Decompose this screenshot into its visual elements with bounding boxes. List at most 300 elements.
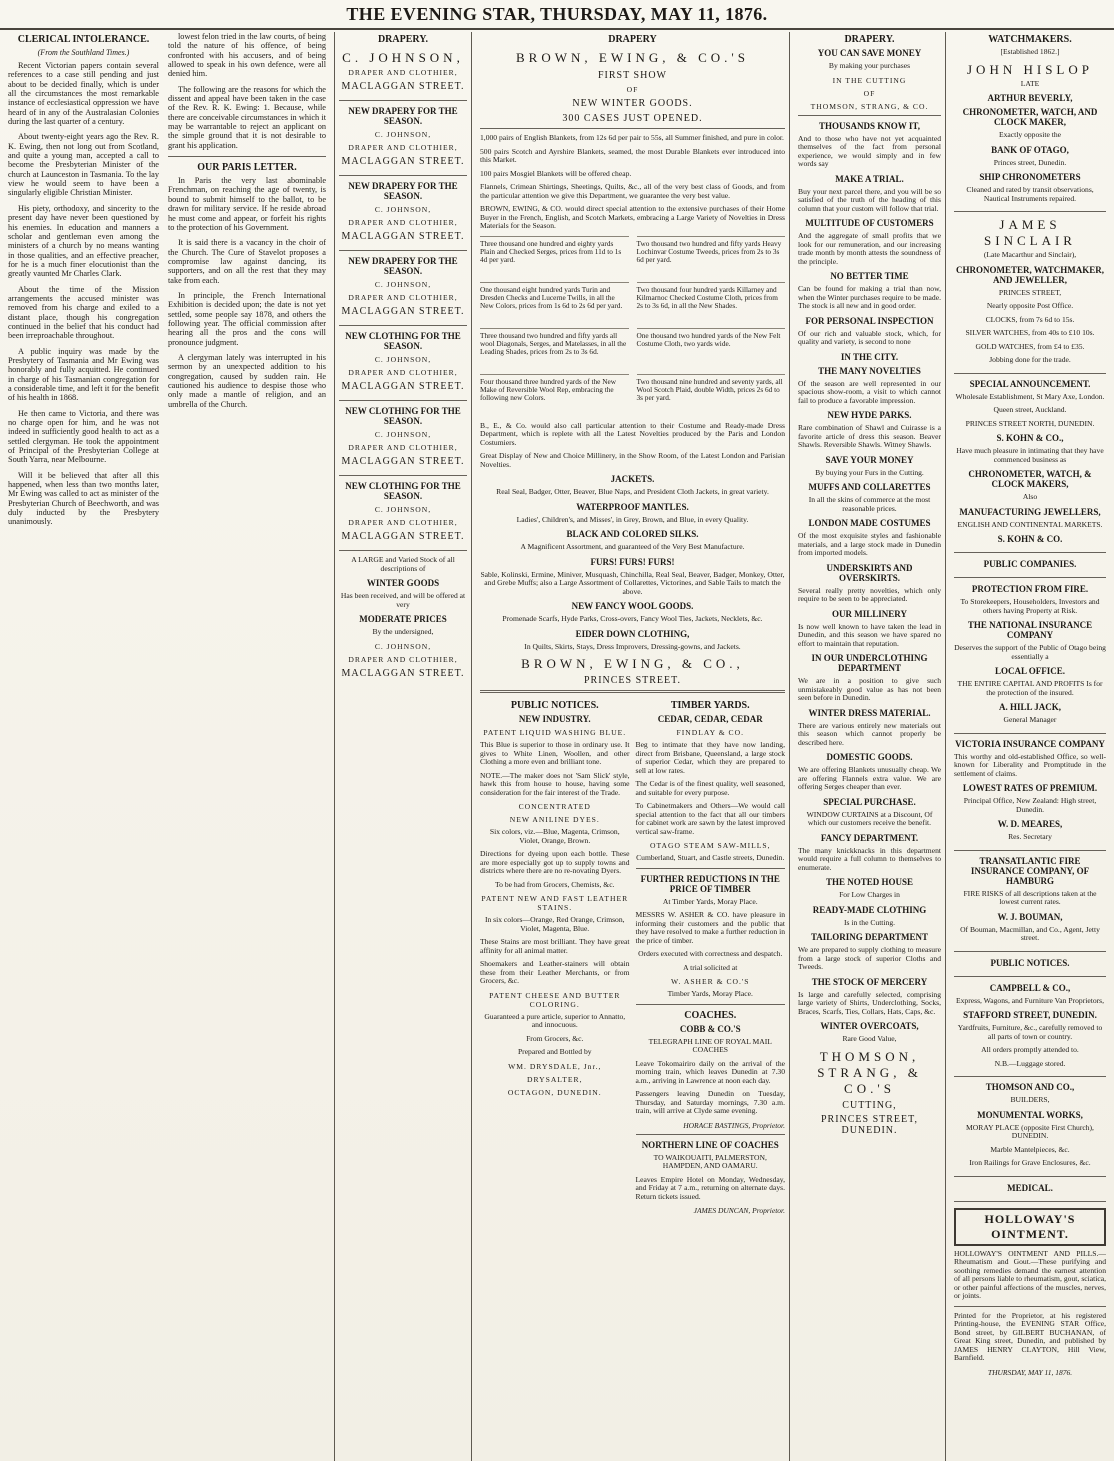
section-title: READY-MADE CLOTHING [812, 904, 927, 915]
advertiser-name: C. JOHNSON, [374, 205, 432, 214]
notice-title: NORTHERN LINE OF COACHES [641, 1139, 779, 1150]
advertisement-title: MODERATE PRICES [359, 614, 447, 624]
masthead: THE EVENING STAR, THURSDAY, MAY 11, 1876. [0, 0, 1114, 30]
advertisement-line: LOCAL OFFICE. [994, 666, 1065, 676]
notice-text: These Stains are most brilliant. They have great affinity for all animal matter. [480, 937, 630, 955]
pricing-cell: Two thousand four hundred yards Killarney and Kilmarnoc Checked Costume Cloth, prices from 2s to 3s 6d, in all the New Shades. [637, 282, 786, 324]
section-divider [954, 733, 1106, 734]
pricing-cell: Four thousand three hundred yards of the New Make of Reversible Wool Rep, embracing the following new Colors. [480, 374, 629, 416]
section-title: IN THE CITY. [840, 351, 899, 362]
section-divider [339, 475, 467, 476]
mill-name: OTAGO STEAM SAW-MILLS, [649, 841, 771, 850]
signature: JAMES DUNCAN, Proprietor. [693, 1206, 785, 1215]
advertiser-role: DRAPER AND CLOTHIER, [348, 654, 458, 664]
advertisement-title: 300 CASES JUST OPENED. [562, 113, 703, 124]
advertisement-line: Marble Mantelpieces, &c. [990, 1144, 1070, 1154]
advertisement-title: WINTER GOODS [366, 578, 440, 588]
section-text: And to those who have not yet acquainted themselves of the fact from personal experience, we would simply and in few words say [798, 133, 941, 168]
advertisement-title: CAMPBELL & CO., [989, 982, 1071, 993]
notices-grid [480, 698, 785, 1215]
section-title: IN OUR UNDERCLOTHING DEPARTMENT [811, 653, 928, 673]
section-divider [798, 115, 941, 116]
section-text: For Low Charges in [839, 890, 900, 899]
advertiser-role: DRAPER AND CLOTHIER, [348, 368, 458, 377]
section-text: Several really pretty novelties, which only require to be seen to be appreciated. [798, 585, 941, 603]
advertisement-title: TRANSATLANTIC FIRE INSURANCE COMPANY, OF HAMBURG [970, 855, 1090, 886]
section-text: Of the season are well represented in our spacious show-room, a visit to which cannot fail to produce a favorable impression. [798, 378, 941, 405]
advertisement-title: NEW DRAPERY FOR THE SEASON. [348, 181, 458, 201]
section-text: There are various entirely new materials out this season which cannot properly be described here. [798, 720, 941, 747]
advertisement-line: S. KOHN & CO. [997, 534, 1063, 544]
advertiser-name: C. JOHNSON, [374, 641, 432, 651]
section-title: SAVE YOUR MONEY [825, 454, 914, 465]
section-divider [954, 373, 1106, 374]
publication-date: THURSDAY, MAY 11, 1876. [987, 1367, 1073, 1377]
notice-text: To be had from Grocers, Chemists, &c. [495, 879, 615, 889]
section-text: The many knickknacks in this department would require a full column to themselves to enumerate. [798, 845, 941, 872]
section-title: THE STOCK OF MERCERY [811, 976, 928, 987]
product-description: B., E., & Co. would also call particular attention to their Costume and Ready-made Dress Department, which is replete with all the Latest Novelties produced by the Paris and London Costumiers. [480, 420, 785, 447]
advertisement-line: S. KOHN & CO., [996, 433, 1064, 443]
article-paragraph: About twenty-eight years ago the Rev. R. K. Ewing, then not long out from Scotland, and quite a young man, accepted a call to become the Presbyterian Minister of the church at Launceston in Tasmania. To the lay view he would seem to have been a singularly eligible Christian Minister. [8, 132, 159, 198]
advertisement [954, 1082, 1106, 1168]
notice-text: MESSRS W. ASHER & CO. have pleasure in informing their customers and the public that they have resolved to make a further reduction in the price of timber. [635, 910, 785, 945]
mill-address: Cumberland, Stuart, and Castle streets, Dunedin. [636, 853, 785, 862]
advertisement-line: To Storekeepers, Householders, Investors and others having Property at Risk. [960, 597, 1100, 615]
notice-title: NEW INDUSTRY. [518, 714, 591, 724]
product-name: PATENT CHEESE AND BUTTER COLORING. [489, 990, 621, 1009]
notice-subtitle: TELEGRAPH LINE OF ROYAL MAIL COACHES [648, 1036, 772, 1054]
section-text: We are prepared to supply clothing to measure from a large stock of superior Cloths and Tweeds. [798, 945, 941, 971]
advertisement-line: Of Bouman, Macmillan, and Co., Agent, Jetty street. [960, 924, 1100, 942]
article-paragraph: Recent Victorian papers contain several references to a case still pending and just about to be decided finally, which is under all the circumstances the most remarkable instance of ecclesiastical oppression we have heard of in any of the Australasian Colonies during the last quarter of a century. [8, 61, 159, 127]
section-divider [339, 550, 467, 551]
notice-text: Beg to intimate that they have now landing, direct from Brisbane, Queensland, a large stock of superior Cedar, which they are prepared to sell at low rates. [635, 740, 785, 775]
section-title: THE NOTED HOUSE [825, 877, 914, 887]
printer-note: Printed for the Proprietor, at his registered Printing-house, the EVENING STAR Office, Bond street, by GILBERT BUCHANAN, of Great King street, Dunedin, and published by JAMES HENRY CLAYTON, Hill View, Barnfield. [954, 1310, 1106, 1362]
advertisement-line: Deserves the support of the Public of Otago being essentially a [954, 643, 1106, 661]
advertiser-name: C. JOHNSON, [374, 280, 432, 289]
section-header: DRAPERY. [844, 34, 895, 45]
company-footer-line: CUTTING, [842, 1099, 897, 1111]
advertisement-line: A. HILL JACK, [998, 702, 1061, 712]
advertisement [954, 584, 1106, 725]
advertisement [339, 556, 467, 679]
advertisement-title: SPECIAL ANNOUNCEMENT. [969, 378, 1091, 389]
public-notices-bar [954, 951, 1106, 977]
pricing-grid [480, 236, 785, 416]
advertisement-title: PROTECTION FROM FIRE. [971, 584, 1089, 594]
advertisement [339, 256, 467, 317]
notice-text: NOTE.—The maker does not 'Sam Slick' style, hawk this from house to house, having some consideration for the fair interest of the Trade. [480, 770, 630, 797]
advertisement [339, 181, 467, 242]
advertisement [954, 62, 1106, 204]
advertisement-line: CHRONOMETER, WATCH, AND CLOCK MAKER, [962, 107, 1098, 127]
section-divider [339, 325, 467, 326]
maker-label: Prepared and Bottled by [517, 1047, 592, 1056]
advertisement-line: General Manager [1003, 715, 1057, 724]
notice-text: In six colors—Orange, Red Orange, Crimson, Violet, Magenta, Blue. [484, 915, 625, 933]
headline: YOU CAN SAVE MONEY [817, 48, 922, 58]
pricing-cell: Two thousand nine hundred and seventy yards, all Wool Scotch Plaid, double Width, prices 2s 6d to 3s per yard. [637, 374, 786, 416]
advertisement-line: BUILDERS, [1010, 1095, 1050, 1104]
notice-title: COBB & CO.'S [679, 1023, 741, 1034]
section-text: Can be found for making a trial than now, when the Winter purchases require to be made. The stock is all new and in good order. [798, 284, 941, 310]
advertisement-line: MORAY PLACE (opposite First Church), DUNEDIN. [966, 1122, 1094, 1140]
section-text: Buy your next parcel there, and you will be so satisfied of the truth of the heading of this column that your custom will follow that trial. [798, 186, 941, 213]
advertisement-line: Have much pleasure in intimating that they have commenced business as [956, 446, 1104, 464]
section-title: NO BETTER TIME [830, 271, 909, 281]
advertiser-role: DRAPER AND CLOTHIER, [348, 518, 458, 527]
advertiser-name: JAMES SINCLAIR [984, 217, 1076, 248]
advertisement-line: CHRONOMETER, WATCHMAKER, AND JEWELLER, [956, 264, 1104, 285]
product-description: 500 pairs Scotch and Ayrshire Blankets, seamed, the most Durable Blankets ever introduced into this Market. [480, 146, 785, 164]
maker-name: WM. DRYSDALE, Jnr., [508, 1061, 602, 1071]
notice-subtitle: TO WAIKOUAITI, PALMERSTON, HAMPDEN, AND OAMARU. [653, 1152, 767, 1170]
advertisement-line: W. D. MEARES, [997, 819, 1063, 829]
advertisement-line: Princes street, Dunedin. [993, 157, 1067, 167]
public-notices-column [480, 698, 630, 1215]
advertisement-line: PRINCES STREET, [998, 287, 1062, 297]
section-text: Of our rich and valuable stock, which, for quality and variety, is second to none [798, 328, 941, 346]
advertiser-address: MACLAGGAN STREET. [341, 156, 465, 167]
advertisement [339, 50, 467, 92]
article-paragraph: Will it be believed that after all this happened, when less than two months later, Mr Ewing was called to act as minister of the Presbyterian Church of Beechworth, and was duly inducted by the Presbytery unanimously. [8, 470, 159, 527]
advertisement-title: NEW DRAPERY FOR THE SEASON. [348, 256, 458, 276]
advertisement-line: THE NATIONAL INSURANCE COMPANY [967, 620, 1093, 640]
notice-text: Guaranteed a pure article, superior to Annatto, and innocuous. [484, 1011, 626, 1029]
section-text: Promenade Scarfs, Hyde Parks, Cross-overs, Fancy Wool Ties, Jackets, Necklets, &c. [502, 614, 763, 623]
advertiser-address: MACLAGGAN STREET. [341, 531, 465, 542]
section-text: WINDOW CURTAINS at a Discount, Of which our customers receive the benefit. [806, 809, 933, 827]
medical-bar [954, 1176, 1106, 1202]
advertisement-subtitle: OF [626, 85, 639, 94]
article-paragraph: About the time of the Mission arrangements the accused minister was removed from his charge and exiled to a distant place, though his congregation continued in the belief that his conduct had been irreproachable throughout. [8, 284, 159, 341]
product-description: Great Display of New and Choice Millinery, in the Show Room, of the Latest London and Parisian Novelties. [480, 451, 785, 469]
notice-text: To Cabinetmakers and Others—We would call special attention to the fact that all our timbers for cabinet work are sawn by the latest improved vertical saw-frame. [635, 801, 785, 836]
advertiser-address: MACLAGGAN STREET. [341, 456, 465, 467]
section-title: WINTER DRESS MATERIAL. [808, 707, 931, 718]
section-title: SPECIAL PURCHASE. [823, 796, 916, 807]
column-thomson-strang [794, 32, 946, 1461]
advertiser-name: JOHN HISLOP [967, 61, 1093, 77]
section-header: WATCHMAKERS. [988, 34, 1072, 45]
location-text: IN THE CUTTING [832, 75, 907, 85]
advertisement [954, 217, 1106, 365]
advertisement-line: MONUMENTAL WORKS, [977, 1109, 1083, 1120]
section-text: By buying your Furs in the Cutting. [815, 467, 924, 477]
section-divider [480, 128, 785, 129]
advertisement [339, 406, 467, 467]
section-text: Of the most exquisite styles and fashionable materials, and a large stock made in Dunedin from imported models. [798, 531, 941, 557]
intro-text: By making your purchases [828, 61, 911, 70]
advertiser-address: MACLAGGAN STREET. [341, 381, 465, 392]
advertisement-line: Res. Secretary [1008, 832, 1052, 841]
advertisement-line: Express, Wagons, and Furniture Van Proprietors, [955, 995, 1104, 1005]
section-divider [339, 175, 467, 176]
section-divider [339, 100, 467, 101]
company-name: FINDLAY & CO. [676, 728, 744, 737]
section-text: Sable, Kolinski, Ermine, Miniver, Musquash, Chinchilla, Real Seal, Beaver, Badger, Monkey, Otter, and Grebe Muffs; also a Large Assortment of Collarettes, Victorines, and Sable Tails to match the above. [480, 569, 785, 596]
notice-text: This Blue is superior to those in ordinary use. It gives to White Linen, Woollen, and other Clothing a more even and brilliant tone. [480, 740, 630, 766]
section-divider [636, 1134, 786, 1135]
notice-text: Leave Tokomairiro daily on the arrival of the morning train, which leaves Dunedin at 7.30 a.m., arriving in Lawrence at noon each day. [635, 1058, 785, 1085]
company-name: THOMSON, STRANG, & CO. [810, 101, 929, 111]
advertisement-line: FIRE RISKS of all descriptions taken at the lowest current rates. [963, 888, 1097, 906]
advertisement-text: By the undersigned, [372, 627, 434, 636]
advertisement-line: N.B.—Luggage stored. [994, 1058, 1066, 1068]
advertisement-title: NEW CLOTHING FOR THE SEASON. [345, 481, 461, 501]
advertiser-role: DRAPER AND CLOTHIER, [348, 443, 458, 452]
advertisement-title: THOMSON AND CO., [985, 1082, 1075, 1092]
advertiser-role: DRAPER AND CLOTHIER, [348, 143, 458, 152]
section-divider [636, 1004, 786, 1005]
section-divider [339, 400, 467, 401]
section-title: THOUSANDS KNOW IT, [819, 120, 920, 131]
advertiser-name: C. JOHNSON, [374, 355, 432, 364]
holloway-ointment-text: HOLLOWAY'S OINTMENT AND PILLS.—Rheumatism and Gout.—These purifying and soothing remedies demand the earnest attention of all persons liable to rheumatism, gout, sciatica, or other painful affections of the muscles, nerves, or joints. [954, 1248, 1106, 1300]
section-title: NEW HYDE PARKS. [827, 410, 912, 420]
section-text: Real Seal, Badger, Otter, Beaver, Blue Naps, and President Cloth Jackets, in great variety. [496, 487, 769, 496]
article-paragraph: It is said there is a vacancy in the choir of the Church. The Cure of Stavelot proposes a compromise law against dancing, its supporters, and on all the rest that they may take from each. [168, 238, 326, 285]
section-title: MUFFS AND COLLARETTES [808, 482, 931, 492]
section-title: FANCY DEPARTMENT. [820, 832, 919, 843]
article-title: CLERICAL INTOLERANCE. [17, 34, 150, 45]
section-title: EIDER DOWN CLOTHING, [575, 628, 690, 639]
section-header: DRAPERY. [377, 34, 429, 45]
advertisement-line: Exactly opposite the [999, 130, 1061, 139]
article-paragraph: lowest felon tried in the law courts, of being told the nature of his offence, of being confronted with his accusers, and of being allowed to speak in his own defence, were all denied him. [168, 32, 326, 79]
advertisement-line: LATE [1020, 78, 1040, 88]
advertisement-line: Jobbing done for the trade. [989, 355, 1071, 364]
company-footer-address: PRINCES STREET, DUNEDIN. [820, 1113, 919, 1136]
advertisement-line: MANUFACTURING JEWELLERS, [959, 506, 1101, 517]
section-title: DOMESTIC GOODS. [826, 752, 913, 762]
product-description: BROWN, EWING, & CO. would direct special attention to the extensive purchases of their Home Buyer in the French, English, and Scotch Markets, embracing a Large Variety of Novelties in Dress Materials for the Season. [480, 204, 785, 230]
section-title: PUBLIC NOTICES. [990, 957, 1070, 968]
advertisement-line: CHRONOMETER, WATCH, & CLOCK MAKERS, [968, 469, 1092, 489]
notice-text: A trial solicited at [683, 962, 738, 972]
advertisement-line: LOWEST RATES OF PREMIUM. [962, 783, 1098, 793]
established-text: [Established 1862.] [1000, 47, 1060, 56]
company-address: Timber Yards, Moray Place. [667, 989, 753, 998]
public-companies-bar [954, 552, 1106, 578]
advertisement [339, 106, 467, 167]
advertisement-text: Has been received, and will be offered at very [340, 591, 466, 609]
column-watchmakers-notices [950, 32, 1106, 1461]
section-title: MULTITUDE OF CUSTOMERS [805, 218, 934, 228]
advertisement [954, 983, 1106, 1069]
section-divider [168, 156, 326, 157]
column-drapery-johnson [334, 32, 472, 1461]
section-divider [636, 868, 786, 869]
article-paragraph: His piety, orthodoxy, and sincerity to the present day have never been questioned by his enemies. In education and manners a scholar and gentleman even among the ministers of a church by no means wanting in those qualities, and an effective preacher, for he is a much finer elocutionist than the greatly vaunted Mr Charles Clark. [8, 203, 159, 279]
advertisement-title: NEW CLOTHING FOR THE SEASON. [345, 406, 461, 426]
advertisement-line: Yardfruits, Furniture, &c., carefully removed to all parts of town or country. [957, 1023, 1103, 1041]
advertiser-name: C. JOHNSON, [374, 430, 432, 439]
section-divider [954, 1076, 1106, 1077]
article-paragraph: He then came to Victoria, and there was no charge open for him, and he was not indeed in sufficiently good health to act as a settled clergyman. He took the appointment of Principal of the Presbyterian College at South Yarra, near Melbourne. [8, 408, 159, 465]
article-paragraph: In principle, the French International Exhibition is decided upon; the date is not yet settled, some people say 1878, and others the following year. The official commission after hearing all the pros and the cons will pronounce judgment. [168, 290, 326, 347]
section-title: FOR PERSONAL INSPECTION [805, 315, 934, 326]
advertisement-line: STAFFORD STREET, DUNEDIN. [963, 1010, 1097, 1020]
section-title: THE MANY NOVELTIES [818, 365, 921, 376]
advertisement-line: BANK OF OTAGO, [991, 144, 1069, 155]
advertisement-line: CLOCKS, from 7s 6d to 15s. [985, 314, 1075, 324]
advertisement-title: VICTORIA INSURANCE COMPANY [955, 738, 1105, 749]
advertisement-title: NEW DRAPERY FOR THE SEASON. [348, 106, 458, 126]
section-title: PUBLIC COMPANIES. [983, 559, 1077, 569]
section-title: WINTER OVERCOATS, [820, 1021, 919, 1031]
advertisement-line: All orders promptly attended to. [981, 1045, 1079, 1054]
section-title: NEW FANCY WOOL GOODS. [571, 601, 694, 611]
section-text: A Magnificent Assortment, and guaranteed of the Very Best Manufacture. [520, 542, 745, 551]
maker-role: DRYSALTER, [526, 1074, 583, 1084]
section-divider [480, 690, 785, 693]
company-footer: THOMSON, STRANG, & CO.'S [817, 1048, 922, 1096]
advertisement-line: THE ENTIRE CAPITAL AND PROFITS Is for the protection of the insured. [957, 679, 1103, 697]
product-name: PATENT NEW AND FAST LEATHER STAINS. [481, 894, 629, 912]
section-title: TAILORING DEPARTMENT [810, 932, 929, 942]
section-title: WATERPROOF MANTLES. [576, 501, 689, 512]
advertisement [339, 481, 467, 542]
section-divider [954, 1306, 1106, 1307]
product-description: 1,000 pairs of English Blankets, from 12s 6d per pair to 55s, all Summer finished, and pure in color. [480, 133, 784, 142]
advertisement-line: ARTHUR BEVERLY, [987, 93, 1073, 103]
section-text: In all the skins of commerce at the most reasonable prices. [808, 495, 931, 513]
section-text: Is in the Cutting. [843, 917, 896, 927]
section-title: OUR MILLINERY [832, 608, 907, 619]
advertisement-line: Wholesale Establishment, St Mary Axe, London. [955, 391, 1105, 401]
advertisement-title: FIRST SHOW [598, 70, 667, 81]
product-description: Flannels, Crimean Shirtings, Sheetings, Quilts, &c., all of the very best class of Goods, and from the particular attention we give this Department, we guarantee the very best value. [480, 182, 785, 200]
notice-title: FURTHER REDUCTIONS IN THE PRICE OF TIMBER [640, 873, 780, 894]
pricing-cell: Three thousand one hundred and eighty yards Plain and Checked Serges, prices from 11d to 1s 4d per yard. [480, 236, 629, 278]
advertiser-role: DRAPER AND CLOTHIER, [348, 218, 458, 227]
advertisement-line: W. J. BOUMAN, [997, 911, 1063, 922]
section-text: Is large and carefully selected, comprising large variety of Shirts, Underclothing, Socks, Braces, Scarfs, Ties, Collars, Hats, Caps, &c. [798, 989, 941, 1016]
notice-subtitle: At Timber Yards, Moray Place. [662, 896, 758, 906]
section-title: UNDERSKIRTS AND OVERSKIRTS. [826, 562, 913, 583]
advertiser-address: MACLAGGAN STREET. [341, 306, 465, 317]
advertisement-line: Cleaned and rated by transit observations, Nautical Instruments repaired. [966, 185, 1094, 203]
advertisement-title: NEW CLOTHING FOR THE SEASON. [345, 331, 461, 351]
advertisement [954, 379, 1106, 545]
pricing-cell: Three thousand two hundred and fifty yards all wool Diagonals, Serges, and Matelasses, in all the Leading Shades, prices from 2s to 3s 6d. [480, 328, 629, 370]
section-title: MEDICAL. [1007, 1182, 1053, 1193]
product-name: CONCENTRATED [518, 802, 591, 811]
brand-address: PRINCES STREET. [583, 675, 682, 686]
advertisement-line: This worthy and old-established Office, so well-known for Liberality and Promptitude in the settlement of claims. [954, 751, 1106, 778]
article-source: (From the Southland Times.) [37, 48, 130, 57]
location-text: OF [863, 88, 876, 98]
notice-text: Passengers leaving Dunedin on Tuesday, Thursday, and Saturday mornings, 7.30 a.m. train, will arrive at Clyde same evening. [635, 1089, 785, 1115]
advertisement-title: NEW WINTER GOODS. [572, 98, 693, 109]
section-divider [954, 850, 1106, 851]
notice-text: From Grocers, &c. [526, 1033, 584, 1043]
notice-text: Six colors, viz.—Blue, Magenta, Crimson, Violet, Orange, Brown. [489, 827, 620, 845]
advertiser-address: MACLAGGAN STREET. [341, 231, 465, 242]
section-title: LONDON MADE COSTUMES [808, 518, 931, 528]
advertisement-line: PRINCES STREET NORTH, DUNEDIN. [965, 418, 1095, 428]
section-title: FURS! FURS! FURS! [590, 556, 675, 567]
section-header: TIMBER YARDS. [670, 700, 750, 711]
advertiser-role: DRAPER AND CLOTHIER, [348, 293, 458, 302]
column-clerical-intolerance [8, 32, 163, 1461]
advertisement-line: SILVER WATCHES, from 40s to £10 10s. [965, 328, 1095, 337]
advertisement-line: Nearly opposite Post Office. [986, 301, 1074, 310]
section-title: MAKE A TRIAL. [835, 173, 904, 184]
advertiser-address: MACLAGGAN STREET. [341, 81, 465, 92]
pricing-cell: One thousand two hundred yards of the New Felt Costume Cloth, two yards wide. [637, 328, 786, 370]
pricing-cell: One thousand eight hundred yards Turin and Dresden Checks and Lucerne Twills, in all the New Colors, prices from 1s 6d to 2s 6d per yard. [480, 282, 629, 324]
article-paragraph: In Paris the very last abominable Frenchman, on reaching the age of twenty, is bound to submit himself to the ballot, to be drawn for military service. If he reside abroad he must come and appear, or forfeit his rights to the protection of his Government. [168, 176, 326, 232]
section-text: Ladies', Children's, and Misses', in Grey, Brown, and Blue, in every Quality. [516, 514, 749, 524]
advertisement-text: A LARGE and Varied Stock of all descriptions of [351, 555, 455, 573]
section-title: BLACK AND COLORED SILKS. [566, 529, 699, 539]
maker-location: OCTAGON, DUNEDIN. [507, 1087, 602, 1097]
column-brown-ewing [476, 32, 790, 1461]
article-paragraph: A public inquiry was made by the Presbytery of Tasmania and Mr Ewing was honorably and fully acquitted. He continued in charge of his Tasmanian congregation for a considerable time, and left it for the benefit of his health in 1868. [8, 346, 159, 403]
timber-coaches-column [636, 698, 786, 1215]
advertisement-line: Principal Office, New Zealand: High street, Dunedin. [963, 796, 1097, 814]
advertiser-name: C. JOHNSON, [374, 505, 432, 514]
section-text: Rare combination of Shawl and Cuirasse is a favorite article of dress this season. Beaver Shawls. Reversible Shawls. Witney Shawls. [798, 423, 941, 449]
advertiser-address: MACLAGGAN STREET. [341, 667, 465, 679]
advertisement-line: ENGLISH AND CONTINENTAL MARKETS. [957, 519, 1103, 529]
advertiser-role: DRAPER AND CLOTHIER, [348, 68, 458, 77]
notice-text: The Cedar is of the finest quality, well seasoned, and suitable for every purpose. [635, 779, 785, 797]
section-text: Rare Good Value, [842, 1034, 897, 1043]
advertisement-line: GOLD WATCHES, from £4 to £35. [975, 341, 1085, 351]
section-text: And the aggregate of small profits that we look for our remuneration, and our increasing trade month by month attests the soundness of the principle. [798, 231, 941, 266]
section-divider [954, 211, 1106, 212]
notice-text: Orders executed with correctness and despatch. [638, 949, 783, 958]
notice-text: Leaves Empire Hotel on Monday, Wednesday, and Friday at 7 a.m., returning on alternate days. Return tickets issued. [635, 1174, 785, 1201]
product-name: NEW ANILINE DYES. [509, 815, 600, 824]
advertisement [954, 856, 1106, 943]
section-text: In Quilts, Skirts, Stays, Dress Improvers, Dressing-gowns, and Jackets. [524, 641, 741, 651]
brand-title: BROWN, EWING, & CO.'S [516, 50, 749, 65]
section-title: JACKETS. [610, 474, 655, 484]
section-header: COACHES. [684, 1009, 737, 1021]
section-header: DRAPERY [608, 34, 657, 45]
notice-text: Directions for dyeing upon each bottle. These are more especially got up to supply towns and districts where there are no re-novating Dyers. [480, 849, 630, 875]
product-description: 100 pairs Mosgiel Blankets will be offered cheap. [480, 168, 632, 178]
section-text: We are in a position to give such unmistakeably good value as has not been seen before in Dunedin. [798, 676, 941, 702]
section-text: We are offering Blankets unusually cheap. We are offering Flannels extra value. We are offering Serges cheaper than ever. [798, 765, 941, 791]
section-header: PUBLIC NOTICES. [510, 700, 599, 711]
paris-letter-title: OUR PARIS LETTER. [197, 162, 297, 174]
advertisement [954, 739, 1106, 842]
advertisement [339, 331, 467, 392]
brand-footer: BROWN, EWING, & CO., [521, 656, 744, 671]
product-name: PATENT LIQUID WASHING BLUE. [483, 728, 627, 737]
advertisement-line: Also [1022, 492, 1038, 501]
signature: HORACE BASTINGS, Proprietor. [683, 1120, 785, 1130]
advertiser-name: C. JOHNSON, [374, 130, 432, 139]
notice-title: CEDAR, CEDAR, CEDAR [657, 714, 763, 724]
company-name: W. ASHER & CO.'S [671, 977, 750, 986]
article-paragraph: A clergyman lately was interrupted in his sermon by an unexpected addition to his congregation, caused by sudden rain. He cautioned his audience to despise those who only made a mantle of religion, and an umbrella of the Church. [168, 352, 326, 409]
notice-text: Shoemakers and Leather-stainers will obtain these from their Leather Merchants, or from Grocers, &c. [480, 959, 630, 985]
advertisement-line: (Late Macarthur and Sinclair), [983, 250, 1077, 259]
section-divider [339, 250, 467, 251]
advertiser-name: C. JOHNSON, [342, 50, 464, 65]
advertisement-line: Queen street, Auckland. [993, 405, 1067, 414]
pricing-cell: Two thousand two hundred and fifty yards Heavy Lochinvar Costume Tweeds, prices from 2s to 3s 6d per yard. [637, 236, 786, 278]
holloway-ointment-title: HOLLOWAY'S OINTMENT. [954, 1208, 1106, 1246]
